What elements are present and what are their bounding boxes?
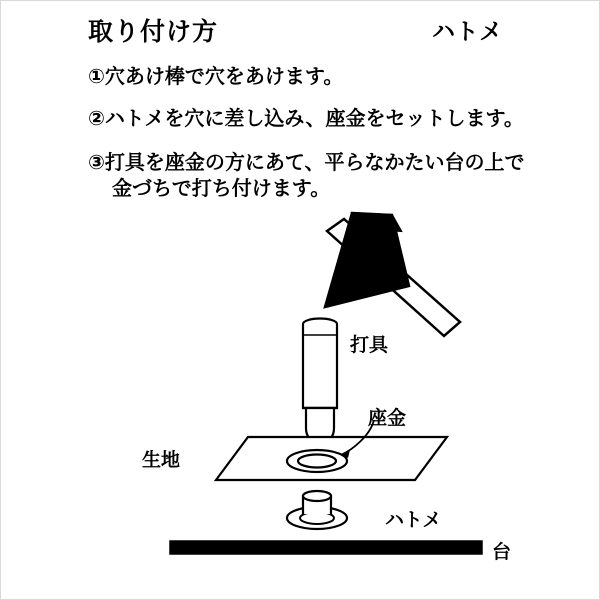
label-setting-tool: 打具 <box>350 334 389 356</box>
eyelet-icon <box>287 491 347 529</box>
base-block-icon <box>170 541 482 554</box>
step-3-text-continued: 金づちで打ち付けます。 <box>112 176 331 200</box>
washer-icon <box>287 450 347 472</box>
step-2-text: ②ハトメを穴に差し込み、座金をセットします。 <box>88 106 524 130</box>
product-name-title: ハトメ <box>432 19 504 45</box>
label-washer: 座金 <box>368 407 407 429</box>
step-1-text: ①穴あけ棒で穴をあけます。 <box>88 64 344 88</box>
step-3-text: ③打具を座金の方にあて、平らなかたい台の上で <box>88 150 525 174</box>
page-title: 取り付け方 <box>88 17 219 46</box>
label-base: 台 <box>492 541 512 563</box>
label-fabric: 生地 <box>142 449 181 471</box>
setting-tool-icon <box>303 319 337 445</box>
label-eyelet: ハトメ <box>385 509 442 531</box>
